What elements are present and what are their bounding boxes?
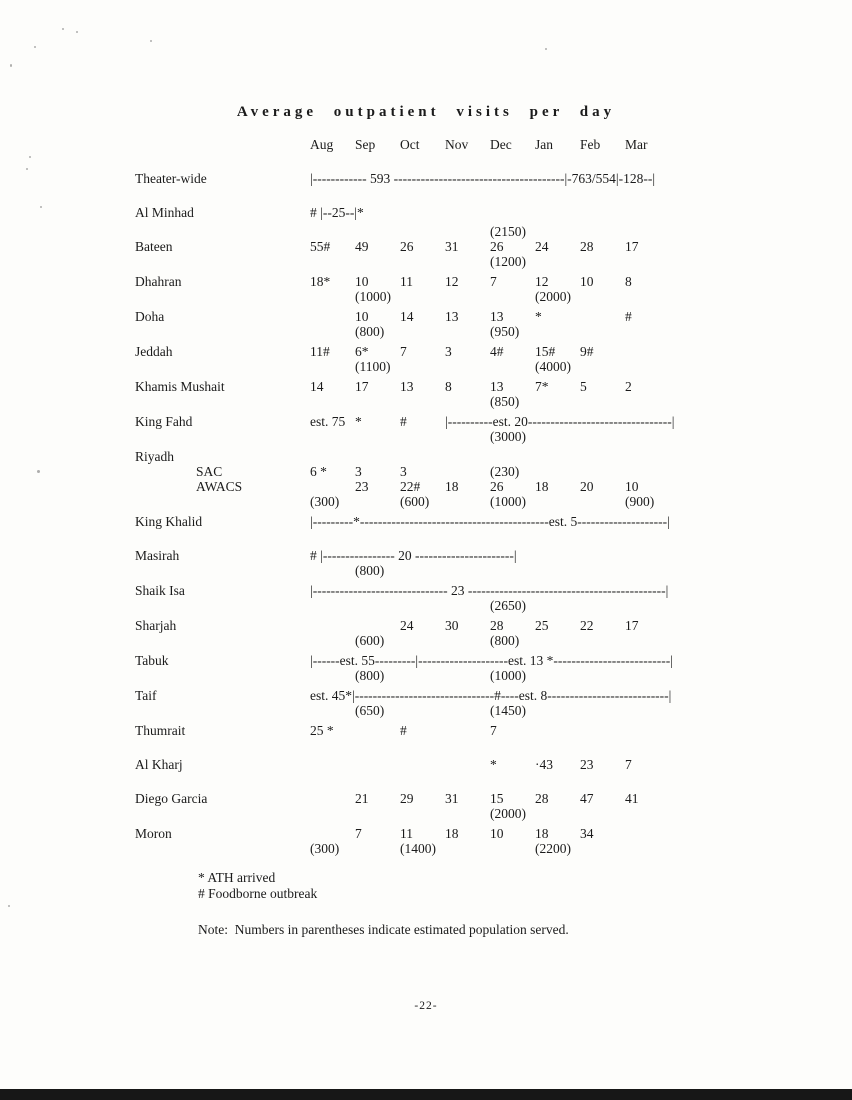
- scan-speckle: [37, 470, 40, 473]
- table-row-khamis-mushait: [0, 379, 852, 409]
- scan-speckle: [40, 206, 42, 208]
- note-text: Note: Numbers in parentheses indicate estimated population served.: [198, 922, 569, 937]
- table-line-main: [135, 309, 852, 324]
- table-cell: 10: [625, 479, 639, 494]
- row-label: Bateen: [135, 239, 173, 254]
- table-cell: 28: [580, 239, 594, 254]
- table-line-main: [135, 379, 852, 394]
- table-cell: 18: [445, 826, 459, 841]
- table-cell: (800): [490, 633, 520, 648]
- table-cell: (800): [355, 668, 385, 683]
- table-cell: 3: [400, 464, 407, 479]
- table-line-population: [135, 806, 852, 821]
- table-row-king-khalid: [0, 514, 852, 529]
- table-cell: 30: [445, 618, 459, 633]
- table-line-main: [135, 723, 852, 738]
- table-line-population: [135, 598, 852, 613]
- table-row-bateen: [0, 224, 852, 269]
- row-label: Jeddah: [135, 344, 173, 359]
- table-row-diego-garcia: [0, 791, 852, 821]
- row-label: AWACS: [196, 479, 243, 494]
- table-cell: #: [400, 723, 407, 738]
- table-cell: (4000): [535, 359, 571, 374]
- table-cell: (230): [490, 464, 520, 479]
- table-cell: (1450): [490, 703, 526, 718]
- table-cell: 18*: [310, 274, 331, 289]
- table-cell: ·43: [535, 757, 553, 772]
- table-row-masirah: [0, 548, 852, 578]
- table-line-population: [135, 429, 852, 444]
- table-cell: 2: [625, 379, 632, 394]
- column-header-oct: Oct: [400, 137, 420, 152]
- scan-speckle: [29, 156, 31, 158]
- table-cell: 7: [355, 826, 362, 841]
- table-cell: #: [400, 414, 407, 429]
- table-line-main: [135, 653, 852, 668]
- table-cell: 8: [625, 274, 632, 289]
- table-line-main: [135, 548, 852, 563]
- table-cell: 17: [625, 239, 639, 254]
- table-cell: 7: [490, 274, 497, 289]
- table-cell: *: [355, 414, 362, 429]
- table-cell: 21: [355, 791, 369, 806]
- table-cell: 22#: [400, 479, 421, 494]
- table-cell: 24: [535, 239, 549, 254]
- footnote: * ATH arrived: [198, 870, 276, 885]
- table-line-main: [135, 757, 852, 772]
- table-cell: 7: [400, 344, 407, 359]
- table-row-tabuk: [0, 653, 852, 683]
- table-line-main: [135, 826, 852, 841]
- table-line-main: [135, 479, 852, 494]
- table-row-moron: [0, 826, 852, 856]
- table-cell: 49: [355, 239, 369, 254]
- table-cell: 28: [535, 791, 549, 806]
- table-line-main: [135, 171, 852, 186]
- table-line-population: [135, 289, 852, 304]
- table-cell: 10: [580, 274, 594, 289]
- table-line-main: [135, 688, 852, 703]
- table-cell: 14: [310, 379, 324, 394]
- table-line-main: [135, 583, 852, 598]
- table-cell: 24: [400, 618, 414, 633]
- scan-speckle: [62, 28, 64, 30]
- table-cell: |------est. 55---------|--------------------est. 13 *--------------------------|: [310, 653, 673, 668]
- table-line-population: [135, 841, 852, 856]
- scan-speckle: [150, 40, 152, 42]
- table-cell: 11: [400, 274, 413, 289]
- table-cell: 7: [490, 723, 497, 738]
- footnote: # Foodborne outbreak: [198, 886, 318, 901]
- table-cell: 34: [580, 826, 594, 841]
- table-cell: 3: [445, 344, 452, 359]
- table-cell: 26: [490, 479, 504, 494]
- table-cell: (850): [490, 394, 520, 409]
- table-line-main: [135, 618, 852, 633]
- table-cell: 28: [490, 618, 504, 633]
- table-cell: 6*: [355, 344, 369, 359]
- table-cell: 17: [355, 379, 369, 394]
- column-header-nov: Nov: [445, 137, 469, 152]
- table-cell: 5: [580, 379, 587, 394]
- table-cell: 22: [580, 618, 594, 633]
- table-cell: 18: [535, 479, 549, 494]
- table-cell: 15: [490, 791, 504, 806]
- table-line-main: [135, 464, 852, 479]
- table-cell: *: [535, 309, 542, 324]
- table-cell: 6 *: [310, 464, 327, 479]
- table-cell: 47: [580, 791, 594, 806]
- column-header-feb: Feb: [580, 137, 601, 152]
- table-cell: #: [625, 309, 632, 324]
- column-header-jan: Jan: [535, 137, 553, 152]
- row-label: King Khalid: [135, 514, 203, 529]
- table-cell: (300): [310, 841, 340, 856]
- table-cell: 14: [400, 309, 414, 324]
- table-cell: 18: [445, 479, 459, 494]
- row-label: Masirah: [135, 548, 180, 563]
- column-header-mar: Mar: [625, 137, 648, 152]
- table-row-sharjah: [0, 618, 852, 648]
- table-cell: (600): [355, 633, 385, 648]
- table-cell: 13: [445, 309, 459, 324]
- table-cell: 26: [490, 239, 504, 254]
- table-line-population: [135, 359, 852, 374]
- column-header-dec: Dec: [490, 137, 512, 152]
- table-cell: 55#: [310, 239, 331, 254]
- table-cell: (900): [625, 494, 655, 509]
- table-cell: 7: [625, 757, 632, 772]
- column-header-aug: Aug: [310, 137, 334, 152]
- table-cell: 15#: [535, 344, 556, 359]
- footnotes: [198, 870, 852, 902]
- table-line-population: [135, 254, 852, 269]
- table-cell: 3: [355, 464, 362, 479]
- scan-speckle: [545, 48, 547, 50]
- table-cell: 11#: [310, 344, 330, 359]
- table-cell: 20: [580, 479, 594, 494]
- row-label: Riyadh: [135, 449, 174, 464]
- row-label: Al Kharj: [135, 757, 183, 772]
- table-cell: (2150): [490, 224, 526, 239]
- table-cell: *: [490, 757, 497, 772]
- table-row-jeddah: [0, 344, 852, 374]
- table-cell: 7*: [535, 379, 549, 394]
- scan-bottom-edge: [0, 1089, 852, 1100]
- table-cell: 25: [535, 618, 549, 633]
- scan-speckle: [34, 46, 36, 48]
- table-line-main: [135, 414, 852, 429]
- table-cell: # |--25--|*: [310, 205, 364, 220]
- table-line-main: [135, 449, 852, 464]
- row-label: Tabuk: [135, 653, 169, 668]
- table-row-riyadh: [0, 449, 852, 509]
- table-line-population: [135, 494, 852, 509]
- table-row-doha: [0, 309, 852, 339]
- table-cell: |----------est. 20--------------------------------|: [445, 414, 675, 429]
- table-cell: |---------*------------------------------------------est. 5--------------------|: [310, 514, 670, 529]
- table-cell: 23: [580, 757, 594, 772]
- table-cell: (950): [490, 324, 520, 339]
- table-cell: (1100): [355, 359, 391, 374]
- table-cell: (1000): [355, 289, 391, 304]
- table-cell: 10: [490, 826, 504, 841]
- table-line-main: [135, 344, 852, 359]
- table-cell: 10: [355, 309, 369, 324]
- table-cell: 17: [625, 618, 639, 633]
- row-label: Sharjah: [135, 618, 177, 633]
- table-line-population: [135, 563, 852, 578]
- table-line-population: [135, 224, 852, 239]
- table-cell: 13: [490, 379, 504, 394]
- table-line-population: [135, 394, 852, 409]
- table-cell: |------------ 593 --------------------------------------|-763/554|-128--|: [310, 171, 656, 186]
- table-cell: (650): [355, 703, 385, 718]
- table-cell: |------------------------------ 23 --------------------------------------------|: [310, 583, 669, 598]
- page-number: -22-: [414, 1000, 438, 1012]
- scan-speckle: [10, 64, 12, 67]
- table-cell: (1400): [400, 841, 436, 856]
- table-row-dhahran: [0, 274, 852, 304]
- table-cell: 26: [400, 239, 414, 254]
- table-cell: 12: [445, 274, 459, 289]
- row-label: King Fahd: [135, 414, 193, 429]
- table-cell: 10: [355, 274, 369, 289]
- table-line-population: [135, 703, 852, 718]
- page-title: Average outpatient visits per day: [236, 104, 616, 120]
- table-cell: (2200): [535, 841, 571, 856]
- row-label: SAC: [196, 464, 223, 479]
- table-cell: 9#: [580, 344, 594, 359]
- table-cell: 4#: [490, 344, 504, 359]
- table-cell: (3000): [490, 429, 526, 444]
- table-cell: (800): [355, 324, 385, 339]
- table-body: [0, 171, 852, 856]
- table-cell: (1000): [490, 494, 526, 509]
- row-label: Diego Garcia: [135, 791, 208, 806]
- table-cell: (2000): [490, 806, 526, 821]
- table-cell: (2000): [535, 289, 571, 304]
- table-cell: 12: [535, 274, 549, 289]
- scan-speckle: [8, 905, 10, 907]
- row-label: Dhahran: [135, 274, 182, 289]
- table-row-thumrait: [0, 723, 852, 738]
- table-cell: 41: [625, 791, 639, 806]
- table-cell: # |---------------- 20 ----------------------|: [310, 548, 517, 563]
- table-cell: 31: [445, 239, 459, 254]
- table-cell: (300): [310, 494, 340, 509]
- row-label: Al Minhad: [135, 205, 194, 220]
- table-line-main: [135, 791, 852, 806]
- table-cell: est. 75: [310, 414, 346, 429]
- row-label: Shaik Isa: [135, 583, 185, 598]
- column-headers: [135, 137, 852, 152]
- table-cell: 13: [490, 309, 504, 324]
- table-cell: (2650): [490, 598, 526, 613]
- table-cell: 25 *: [310, 723, 334, 738]
- row-label: Theater-wide: [135, 171, 207, 186]
- table-cell: est. 45*|-------------------------------#----est. 8---------------------------|: [310, 688, 672, 703]
- table-line-population: [135, 668, 852, 683]
- table-row-theater-wide: [0, 171, 852, 186]
- column-header-sep: Sep: [355, 137, 376, 152]
- table-cell: 29: [400, 791, 414, 806]
- row-label: Moron: [135, 826, 172, 841]
- table-cell: (1200): [490, 254, 526, 269]
- table-line-main: [135, 514, 852, 529]
- scan-speckle: [76, 31, 78, 33]
- table-cell: (1000): [490, 668, 526, 683]
- table-cell: (600): [400, 494, 430, 509]
- table-cell: 18: [535, 826, 549, 841]
- table-line-main: [135, 239, 852, 254]
- row-label: Thumrait: [135, 723, 186, 738]
- table-line-main: [135, 274, 852, 289]
- table-line-main: [135, 205, 852, 220]
- table-row-king-fahd: [0, 414, 852, 444]
- table-row-taif: [0, 688, 852, 718]
- table-cell: (800): [355, 563, 385, 578]
- table-row-shaik-isa: [0, 583, 852, 613]
- table-cell: 31: [445, 791, 459, 806]
- table-line-population: [135, 633, 852, 648]
- table-cell: 8: [445, 379, 452, 394]
- row-label: Khamis Mushait: [135, 379, 225, 394]
- row-label: Taif: [135, 688, 157, 703]
- scan-speckle: [26, 168, 28, 170]
- row-label: Doha: [135, 309, 165, 324]
- table-cell: 11: [400, 826, 413, 841]
- table-row-al-kharj: [0, 757, 852, 772]
- table-row-al-minhad: [0, 205, 852, 220]
- table-cell: 13: [400, 379, 414, 394]
- table-line-population: [135, 324, 852, 339]
- table-cell: 23: [355, 479, 369, 494]
